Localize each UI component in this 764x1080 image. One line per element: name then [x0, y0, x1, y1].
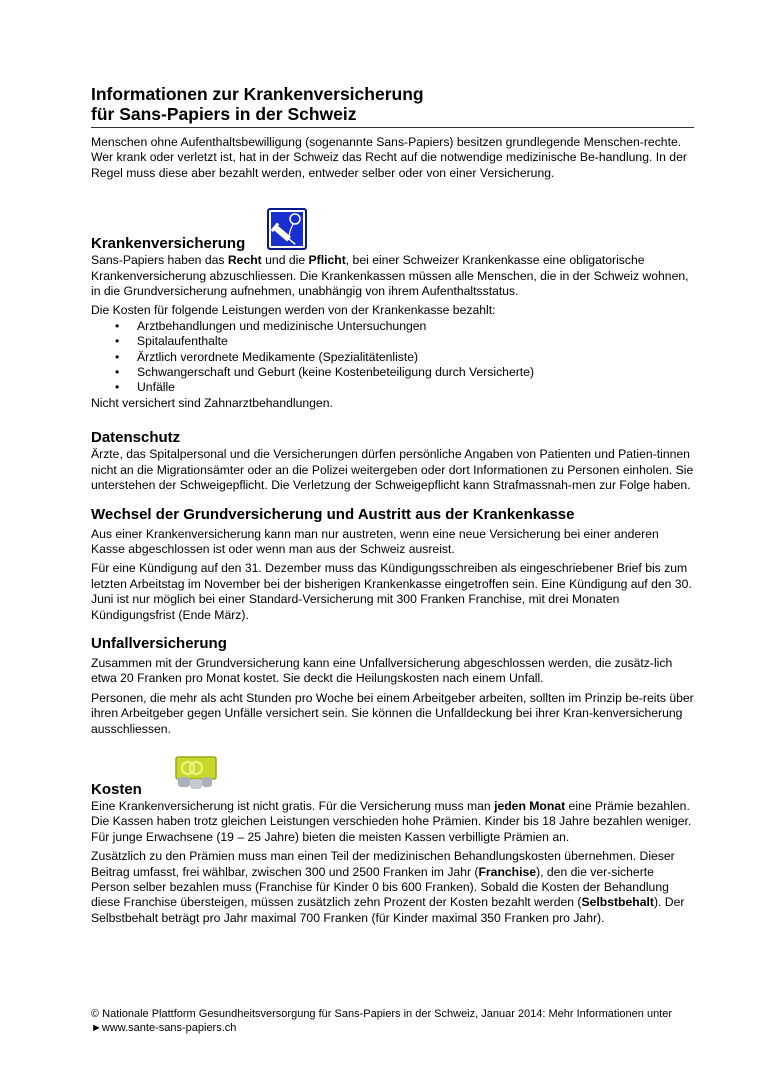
footer-link[interactable]: www.sante-sans-papiers.ch	[101, 1022, 237, 1034]
covered-services-list	[91, 319, 694, 396]
title-line-1: Informationen zur Krankenversicherung	[91, 84, 424, 104]
section-header-kosten	[91, 755, 694, 799]
datenschutz-paragraph: Ärzte, das Spitalpersonal und die Versicherungen dürfen persönliche Angaben von Patienten und Patien-tinnen nicht an die Migrationsämter oder an die Polizei weitergeben oder dort Informationen zu Personen einholen. Sie unterstehen der Schweigepflicht. Die Verletzung der Schweigepflicht kann Strafmassnah-men zur Folge haben.	[91, 447, 694, 493]
kosten-paragraph-1	[91, 799, 694, 845]
kosten-paragraph-2	[91, 849, 694, 926]
heading-datenschutz: Datenschutz	[91, 429, 181, 447]
bold-selbstbehalt: Selbstbehalt	[581, 895, 654, 910]
list-item: • Ärztlich verordnete Medikamente (Spezialitätenliste)	[115, 350, 694, 365]
arrow-right-icon: ►	[91, 1022, 102, 1034]
krankenversicherung-paragraph-3: Nicht versichert sind Zahnarztbehandlungen.	[91, 395, 333, 410]
footer-text: © Nationale Plattform Gesundheitsversorgung für Sans-Papiers in der Schweiz, Januar 2014: Mehr Informationen unter	[91, 1008, 673, 1020]
document-title	[91, 84, 694, 128]
wechsel-paragraph-2: Für eine Kündigung auf den 31. Dezember muss das Kündigungsschreiben als eingeschriebener Brief bis zum letzten Arbeitstag im November bei der bisherigen Krankenkasse eingetroffen sein. Eine Kündigung auf den 30. Juni ist nur möglich bei einer Standard-Versicherung mit 300 Franken Franchise, mit drei Monaten Kündigungsfrist (Ende März).	[91, 561, 692, 622]
title-line-2: für Sans-Papiers in der Schweiz	[91, 104, 357, 124]
heading-krankenversicherung: Krankenversicherung	[91, 235, 246, 253]
text-run: , bei einer Schweizer Krankenkasse eine obligatorische Krankenversicherung abzuschliessen. Die Krankenkassen müssen alle Menschen, die in der Schweiz wohnen, in die Grundversicherung aufnehmen, unabhängig von ihrem Aufenthaltsstatus.	[91, 253, 689, 299]
heading-kosten: Kosten	[91, 780, 142, 798]
wechsel-paragraph-1: Aus einer Krankenversicherung kann man nur austreten, wenn eine neue Versicherung bei einer anderen Kasse abgeschlossen ist oder wenn man aus der Schweiz ausreist.	[91, 526, 659, 556]
text-run: Sans-Papiers haben das	[91, 253, 228, 268]
footer	[91, 1007, 694, 1035]
text-run: ), den die ver-sicherte Person selber bezahlen muss (Franchise für Kinder 0 bis 600 Franken). Sobald die Kosten der Behandlung diese Franchise übersteigen, müssen zusätzlich zehn Prozent der Kosten bezahlt werden (	[91, 864, 669, 910]
money-banknote-coins-icon	[172, 755, 218, 793]
intro-paragraph: Menschen ohne Aufenthaltsbewilligung (sogenannte Sans-Papiers) besitzen grundlegende Menschen-rechte. Wer krank oder verletzt ist, hat in der Schweiz das Recht auf die notwendige medizinische Be-handlung. In der Regel muss diese aber bezahlt werden, entweder selber oder von einer Versicherung.	[91, 135, 687, 180]
heading-wechsel: Wechsel der Grundversicherung und Austritt aus der Krankenkasse	[91, 505, 575, 523]
bold-franchise: Franchise	[478, 864, 537, 879]
list-item: • Arztbehandlungen und medizinische Untersuchungen	[115, 319, 694, 334]
document-page	[91, 84, 694, 926]
krankenversicherung-paragraph-1	[91, 253, 694, 299]
bold-jeden-monat: jeden Monat	[494, 798, 566, 813]
unfall-paragraph-1: Zusammen mit der Grundversicherung kann eine Unfallversicherung abgeschlossen werden, die zusätz-lich etwa 20 Franken pro Monat kostet. Sie deckt die Heilungskosten nach einem Unfall.	[91, 655, 673, 686]
heading-unfallversicherung: Unfallversicherung	[91, 634, 227, 652]
text-run: eine Prämie bezahlen. Die Kassen haben trotz gleichen Leistungen verschieden hohe Prämien. Kinder bis 18 Jahre bezahlen weniger. Für junge Erwachsene (19 – 25 Jahre) bieten die meisten Kassen verbilligte Prämien an.	[91, 798, 692, 844]
medical-syringe-stethoscope-icon	[267, 208, 307, 250]
list-item: • Schwangerschaft und Geburt (keine Kostenbeteiligung durch Versicherte)	[115, 365, 694, 380]
unfall-paragraph-2: Personen, die mehr als acht Stunden pro Woche bei einem Arbeitgeber arbeiten, sollten im Prinzip be-reits über ihren Arbeitgeber gegen Unfälle versichert sein. Sie können die Unfalldeckung bei ihrer Kran-kenversicherung ausschliessen.	[91, 690, 694, 736]
list-item: • Unfälle	[115, 380, 694, 395]
text-run: und die	[261, 253, 309, 268]
text-run: Eine Krankenversicherung ist nicht gratis. Für die Versicherung muss man	[91, 798, 495, 813]
list-item: • Spitalaufenthalte	[115, 334, 694, 349]
text-run: ). Der Selbstbehalt beträgt pro Jahr maximal 700 Franken (für Kinder maximal 350 Franken pro Jahr).	[91, 895, 685, 925]
krankenversicherung-paragraph-2: Die Kosten für folgende Leistungen werden von der Krankenkasse bezahlt:	[91, 303, 496, 318]
bold-pflicht: Pflicht	[308, 253, 346, 268]
text-run: Zusätzlich zu den Prämien muss man einen Teil der medizinischen Behandlungskosten übernehmen. Dieser Beitrag umfasst, frei wählbar, zwischen 300 und 2500 Franken im Jahr (	[91, 849, 675, 879]
section-header-krankenversicherung	[91, 208, 694, 253]
bold-recht: Recht	[227, 253, 262, 268]
